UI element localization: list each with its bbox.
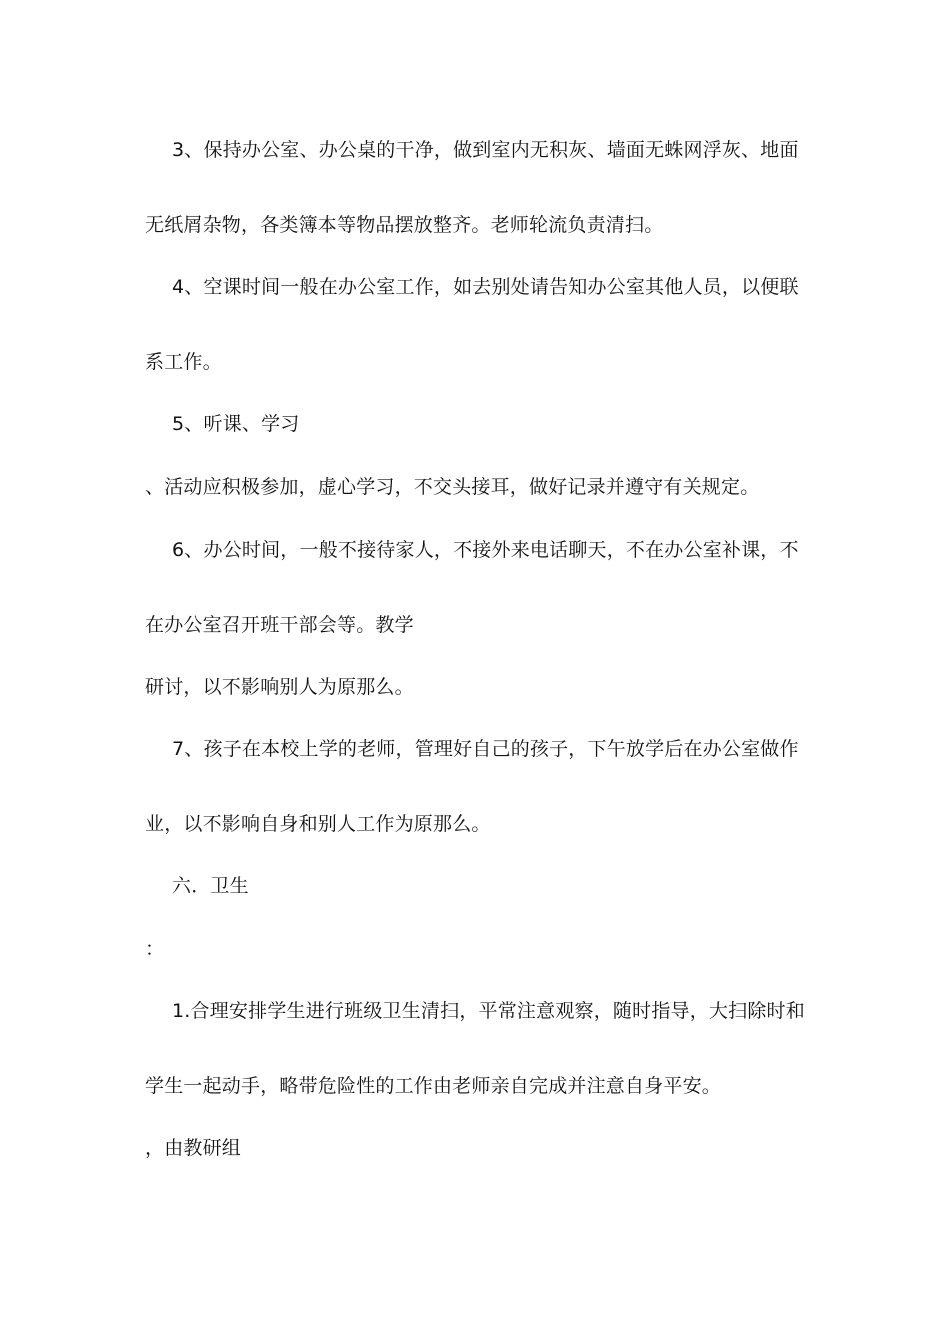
item-3-line-2: 无纸屑杂物，各类簿本等物品摆放整齐。老师轮流负责清扫。 <box>145 214 664 236</box>
item-7-line-2: 业，以不影响自身和别人工作为原那么。 <box>145 813 491 835</box>
trailing-fragment: ，由教研组 <box>145 1137 242 1159</box>
item-7-line-1: 7、孩子在本校上学的老师，管理好自己的孩子，下午放学后在办公室做作 <box>172 738 799 760</box>
section-heading-hygiene: 六．卫生 <box>172 875 249 897</box>
item-4-line-2: 系工作。 <box>145 351 222 373</box>
hygiene-item-1-line-2: 学生一起动手，略带危险性的工作由老师亲自完成并注意自身平安。 <box>145 1075 722 1097</box>
hygiene-item-1-line-1: 1.合理安排学生进行班级卫生清扫，平常注意观察，随时指导，大扫除时和 <box>172 1000 805 1022</box>
item-5-line-2: 、活动应积极参加，虚心学习，不交头接耳，做好记录并遵守有关规定。 <box>145 476 760 498</box>
item-6-line-3: 研讨，以不影响别人为原那么。 <box>145 676 414 698</box>
item-6-line-2: 在办公室召开班干部会等。教学 <box>145 614 414 636</box>
item-3-line-1: 3、保持办公室、办公桌的干净，做到室内无积灰、墙面无蛛网浮灰、地面 <box>172 139 799 161</box>
item-5-line-1: 5、听课、学习 <box>172 413 300 435</box>
item-6-line-1: 6、办公时间，一般不接待家人，不接外来电话聊天，不在办公室补课，不 <box>172 539 799 561</box>
section-colon: ： <box>145 938 165 960</box>
item-4-line-1: 4、空课时间一般在办公室工作，如去别处请告知办公室其他人员，以便联 <box>172 276 799 298</box>
